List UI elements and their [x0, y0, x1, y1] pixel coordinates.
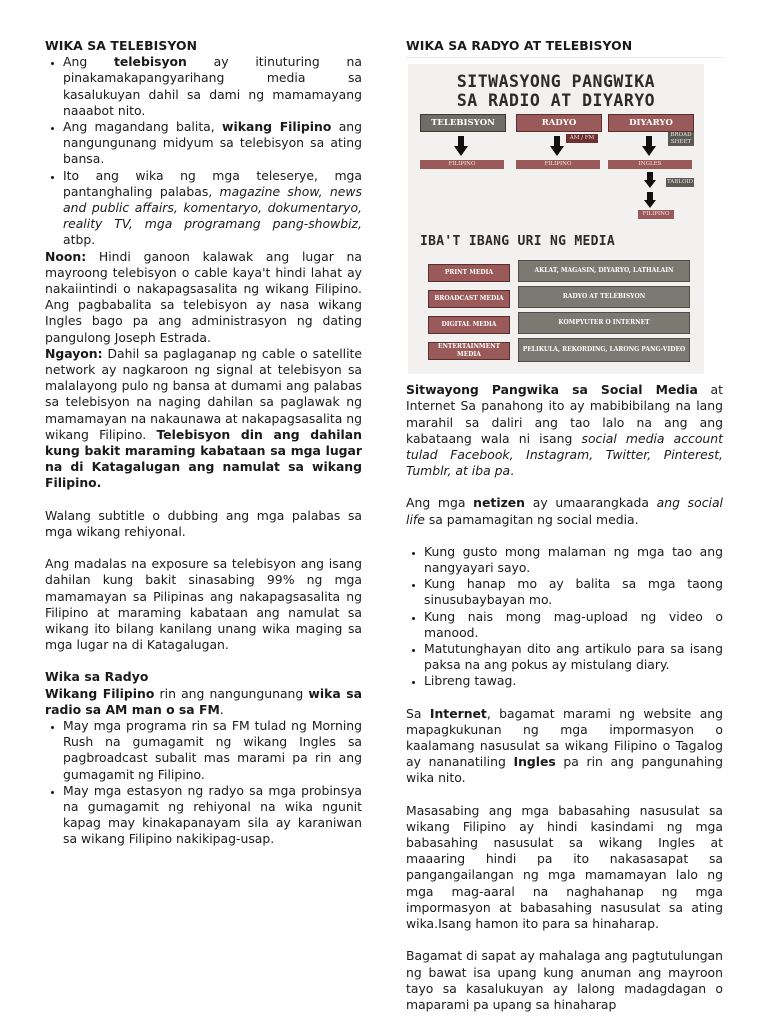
text: Dahil sa paglaganap ng cable o satellite network ay nagkaroon ng signal at telebisyon sa malalayong pulo ng bansa at dumami ang palabas sa telebisyon na naging dahilan sa paglawak ng mamamayan na nakaunawa at nakapagsasalita ng wikang Filipino. — [45, 345, 362, 442]
italic-text: magazine show, news and public affairs, komentaryo, dokumentaryo, reality TV, mga programang pang-showbiz, — [63, 183, 362, 232]
text: sa pamamagitan ng social media. — [424, 511, 639, 527]
text: at Internet — [406, 382, 723, 414]
media-row-label: BROADCAST MEDIA — [428, 290, 510, 308]
bagamat-paragraph: Bagamat di sapat ay mahalaga ang pagtutulungan ng bawat isa upang kung anuman ang mayroon tayo sa kasalukuyan ay lalong madagdagan o maparami pa upang sa hinaharap — [406, 948, 723, 1012]
walang-paragraph: Walang subtitle o dubbing ang mga palabas sa mga wikang rehiyonal. — [45, 507, 362, 539]
list-item: • May mga programa rin sa FM tulad ng Morning Rush na gumagamit ng wikang Ingles sa pagbroadcast subalit mas marami pa rin ang gumagamit ng Filipino. — [63, 718, 362, 783]
netizen-paragraph — [406, 495, 723, 527]
emphasis: wika sa radio sa AM man o sa FM — [45, 685, 362, 717]
media-row-value: KOMPYUTER O INTERNET — [518, 312, 690, 334]
filipino-output: FILIPINO — [638, 210, 674, 219]
masasabing-paragraph: Masasabing ang mga babasahing nasusulat sa wikang Filipino ay hindi kasindami ng mga babasahing nasusulat sa wikang Ingles at maaaring hindi pa ito nakasasapat sa pangangailangan ng mga mamamayan lalo ng mga mag-aaral na naghahanap ng mga impormasyon at babasahing nasusulat sa ating wika.Isang hamon ito para sa hinaharap. — [406, 802, 723, 932]
text: Ang mga — [406, 495, 474, 511]
social-bullet-list — [406, 544, 723, 690]
list-item: • Kung hanap mo ay balita sa mga taong sinusubaybayan mo. — [424, 576, 723, 608]
filipino-output: FILIPINO — [420, 160, 504, 169]
media-row-label: PRINT MEDIA — [428, 264, 510, 282]
list-item: • May mga estasyon ng radyo sa mga probinsya na gumagamit ng rehiyonal na wika ngunit kapag may kinakapanayam sila ay karaniwan sa wikang Filipino nakikipag-usap. — [63, 783, 362, 848]
right-column — [406, 38, 723, 1013]
emphasis: Telebisyon din ang dahilan kung bakit maraming kabataan sa mga lugar na di Katagalugan ang namulat sa wikang Filipino. — [45, 426, 362, 491]
text: Ang — [63, 54, 114, 70]
arrow-down-icon — [550, 136, 564, 156]
internet-paragraph — [406, 706, 723, 787]
ngayon-label: Ngayon: — [45, 345, 103, 361]
broadsheet-tag: BROAD SHEET — [668, 132, 694, 146]
text: ay itinuturing na pinakamakapangyarihang media sa kasalukuyan dahil sa dami ng mamamayang naaabot nito. — [63, 54, 362, 118]
telebisyon-box: TELEBISYON — [420, 114, 506, 132]
list-item — [63, 168, 362, 249]
noon-label: Noon: — [45, 248, 87, 264]
media-row-value: AKLAT, MAGASIN, DIYARYO, LATHALAIN — [518, 260, 690, 282]
am-fm-tag: AM / FM — [566, 134, 598, 143]
title-line: SA RADIO AT DIYARYO — [456, 91, 656, 111]
text: rin ang nangungunang — [154, 685, 309, 701]
emphasis: Internet — [429, 705, 487, 721]
filipino-output: FILIPINO — [516, 160, 600, 169]
emphasis: Ingles — [513, 754, 556, 770]
infographic-title — [408, 72, 704, 110]
tv-heading: WIKA SA TELEBISYON — [45, 38, 198, 53]
list-item: • Matutunghayan dito ang artikulo para sa isang paksa na ang pokus ay mistulang diary. — [424, 641, 723, 673]
diyaryo-box: DIYARYO — [608, 114, 694, 132]
text: pa rin ang pangunahing wika nito. — [406, 754, 723, 786]
radyo-heading: Wika sa Radyo — [45, 669, 149, 685]
text: Sa — [406, 705, 430, 721]
list-item: • Kung nais mong mag-upload ng video o manood. — [424, 609, 723, 641]
madalas-paragraph: Ang madalas na exposure sa telebisyon ang isang dahilan kung bakit sinasabing 99% ng mga mamamayan sa Pilipinas ang nakapagsasalita ng Filipino at maraming kabataan ang namulat sa wikang ito bilang kanilang unang wika maging sa mga lugar na di Katagalugan. — [45, 556, 362, 653]
emphasis: Sitwayong Pangwika sa Social Media — [406, 382, 698, 398]
text: ang nangungunang midyum sa telebisyon sa ating bansa. — [63, 119, 362, 167]
arrow-down-icon — [644, 172, 656, 188]
emphasis: telebisyon — [113, 54, 187, 70]
media-row-label: DIGITAL MEDIA — [428, 316, 510, 334]
arrow-down-icon — [642, 136, 656, 156]
media-types-title: IBA'T IBANG URI NG MEDIA — [420, 234, 616, 250]
radyo-bullet-list — [45, 718, 362, 848]
radyo-intro — [45, 686, 362, 718]
text: Sa panahong ito ay mabibibilang na lang marahil sa daliri ang tao lalo na ang ang kabataang wala ni isang — [406, 398, 723, 446]
text: ay umaarangkada — [525, 495, 657, 511]
arrow-down-icon — [644, 192, 656, 208]
text: Hindi ganoon kalawak ang lugar na mayroong telebisyon o cable kaya't hindi lahat ay nakaiintindi o nakapagsasalita ng wikang Filipino. Ang pagbabalita sa telebisyon ay nasa wikang Ingles bago pa ang administrasyon ng dating pangulong Joseph Estrada. — [45, 248, 362, 345]
radyo-tv-heading: WIKA SA RADYO AT TELEBISYON — [406, 38, 723, 58]
text: Ang magandang balita, — [63, 119, 223, 135]
noon-paragraph — [45, 249, 362, 346]
tabloid-tag: TABLOID — [666, 179, 694, 186]
media-row-value: RADYO AT TELEBISYON — [518, 286, 690, 308]
list-item — [63, 54, 362, 119]
radyo-box: RADYO — [516, 114, 602, 132]
media-row-label: ENTERTAINMENT MEDIA — [428, 342, 510, 360]
social-media-paragraph — [406, 382, 723, 479]
ingles-output: INGLES — [608, 160, 692, 169]
text: , bagamat marami ng website ang mapagkukunan ng mga impormasyon o kaalamang nasusulat sa wikang Filipino o Tagalog ay nananatiling — [406, 705, 723, 770]
text: atbp. — [63, 232, 96, 248]
list-item — [63, 119, 362, 168]
italic-text: social media account tulad Facebook, Instagram, Twitter, Pinterest, Tumblr, at iba pa — [406, 430, 723, 479]
italic-text: ang social life — [406, 495, 724, 527]
text: . — [510, 463, 515, 479]
list-item: • Libreng tawag. — [424, 673, 723, 689]
emphasis: Wikang Filipino — [45, 685, 155, 701]
emphasis: netizen — [473, 495, 526, 511]
tv-bullet-list — [45, 54, 362, 248]
ngayon-paragraph — [45, 346, 362, 492]
list-item: • Kung gusto mong malaman ng mga tao ang nangyayari sayo. — [424, 544, 723, 576]
media-infographic — [408, 64, 704, 374]
left-column — [45, 38, 362, 848]
title-line: SITWASYONG PANGWIKA — [456, 72, 656, 92]
text: . — [219, 701, 224, 717]
text: Ito ang wika ng mga teleserye, mga pantanghaling palabas, — [63, 167, 362, 199]
emphasis: wikang Filipino — [222, 119, 332, 135]
arrow-down-icon — [454, 136, 468, 156]
media-row-value: PELIKULA, REKORDING, LARONG PANG-VIDEO — [518, 338, 690, 362]
